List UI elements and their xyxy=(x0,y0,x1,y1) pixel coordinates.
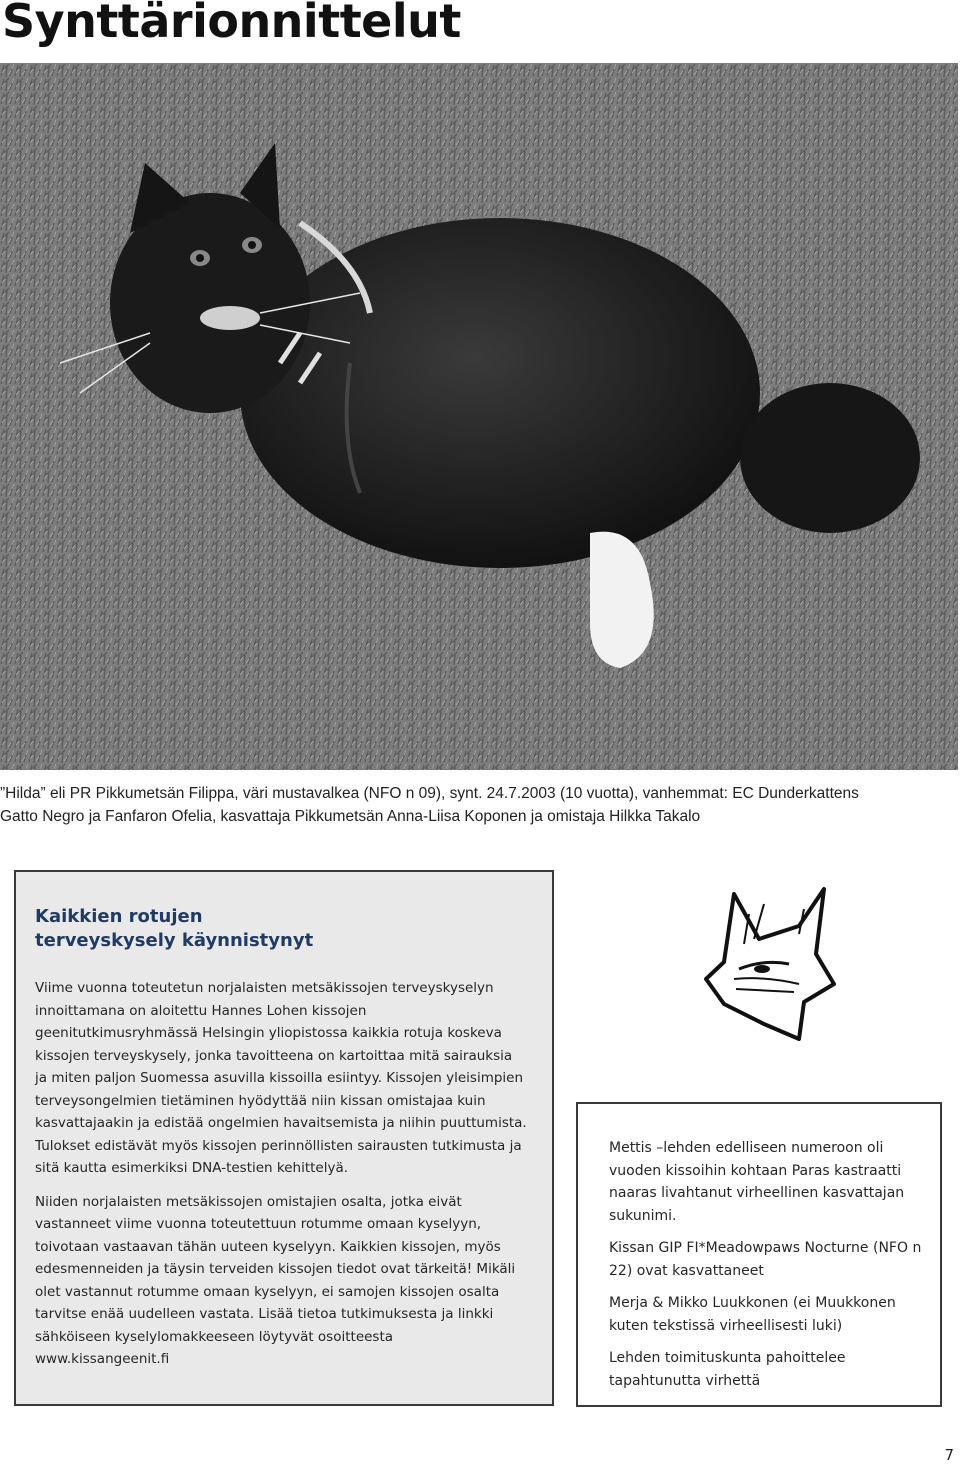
page-title: Synttärionnittelut xyxy=(2,0,461,48)
notice-body xyxy=(609,1137,929,1402)
article-paragraph-2: Niiden norjalaisten metsäkissojen omistajien osalta, jotka eivät vastanneet viime vuonna toteutettuun rotumme omaan kyselyyn, toivotaan vastaavan tähän uuteen kyselyyn. Kaikkien kissojen, myös edesmenneiden ja täysin terveiden kissojen tiedot ovat tärkeitä! Mikäli olet vastannut rotumme omaan kyselyyn, ei samojen kissojen osalta tarvitse enää uudelleen vastata. Lisää tietoa tutkimuksesta ja linkki sähköiseen kyselylomakkeeseen löytyvät osoitteesta www.kissangeenit.fi xyxy=(35,1193,516,1367)
article-box xyxy=(14,870,554,1406)
caption-line-2: Gatto Negro ja Fanfaron Ofelia, kasvattaja Pikkumetsän Anna-Liisa Koponen ja omistaja Hilkka Takalo xyxy=(0,808,701,825)
cat-photo xyxy=(0,63,958,770)
correction-notice-box xyxy=(576,1102,942,1407)
article-heading xyxy=(35,905,313,953)
article-heading-line-1: Kaikkien rotujen xyxy=(35,906,203,927)
notice-paragraph-4: Lehden toimituskunta pahoittelee tapahtunutta virhettä xyxy=(609,1350,846,1389)
caption-line-1: ”Hilda” eli PR Pikkumetsän Filippa, väri mustavalkea (NFO n 09), synt. 24.7.2003 (10 vuotta), vanhemmat: EC Dunderkattens xyxy=(0,785,859,802)
article-body xyxy=(35,977,527,1382)
cat-head-logo-icon xyxy=(704,884,838,1044)
cat-on-grass-image xyxy=(0,63,958,770)
notice-paragraph-2: Kissan GIP FI*Meadowpaws Nocturne (NFO n 22) ovat kasvattaneet xyxy=(609,1240,922,1279)
page-number: 7 xyxy=(944,1446,954,1464)
notice-paragraph-1: Mettis –lehden edelliseen numeroon oli vuoden kissoihin kohtaan Paras kastraatti naaras livahtanut virheellinen kasvattajan sukunimi. xyxy=(609,1140,905,1224)
article-paragraph-1: Viime vuonna toteutetun norjalaisten metsäkissojen terveyskyselyn innoittamana on aloitettu Hannes Lohen kissojen geenitutkimusryhmässä Helsingin yliopistossa kaikkia rotuja koskeva kissojen terveyskysely, jonka tavoitteena on kartoittaa mitä sairauksia ja miten paljon Suomessa asuvilla kissoilla esiintyy. Kissojen yleisimpien terveysongelmien tietäminen hyödyttää niin kissan omistajaa kuin kasvattajaakin ja edistää ongelmien havaitsemista ja niihin puuttumista. Tulokset edistävät myös kissojen perinnöllisten sairausten tutkimusta ja sitä kautta esimerkiksi DNA-testien kehittelyä. xyxy=(35,980,527,1176)
article-heading-line-2: terveyskysely käynnistynyt xyxy=(35,930,314,951)
photo-caption xyxy=(0,782,958,828)
notice-paragraph-3: Merja & Mikko Luukkonen (ei Muukkonen kuten tekstissä virheellisesti luki) xyxy=(609,1295,896,1334)
